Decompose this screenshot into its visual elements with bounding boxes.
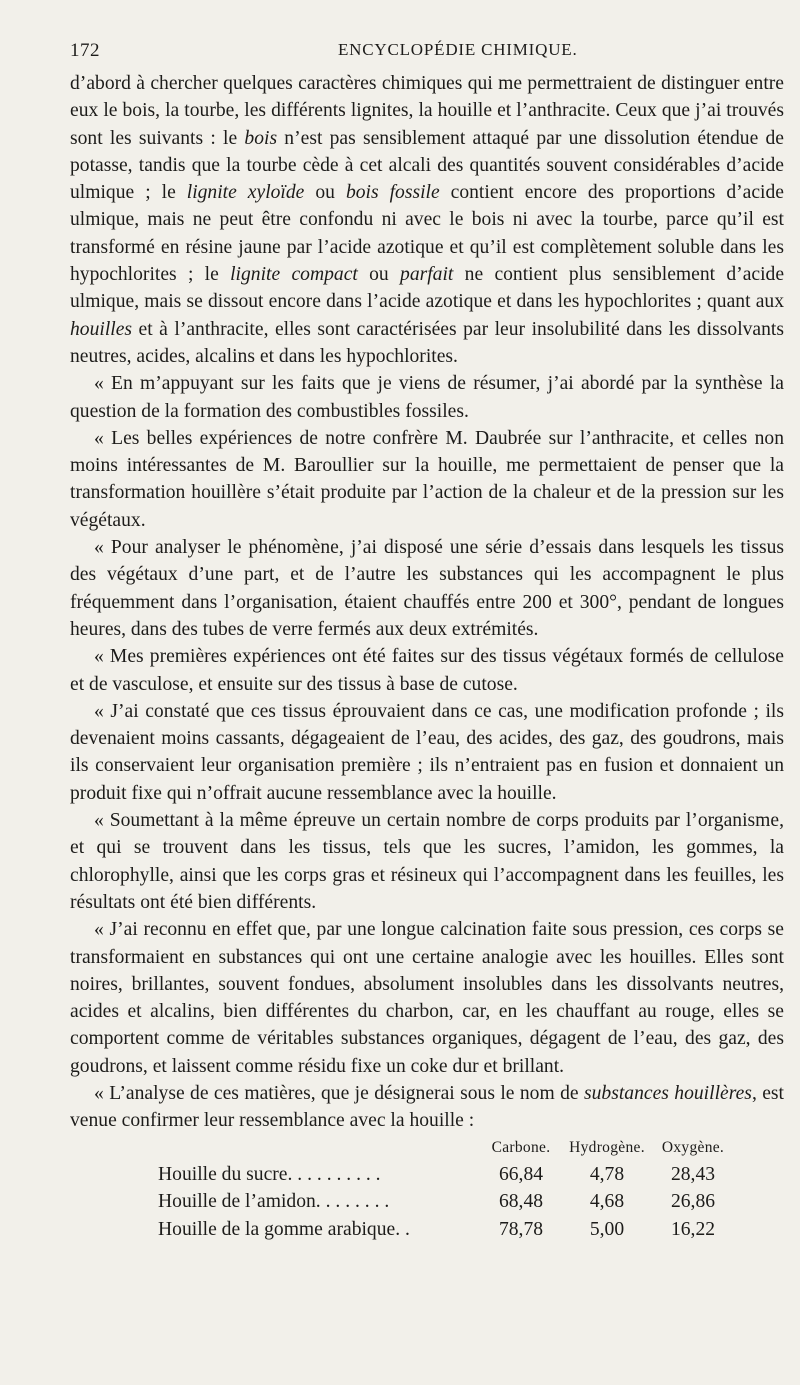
paragraph [70,1080,784,1135]
table-header-carbone: Carbone. [491,1138,551,1156]
italic-term: houilles [70,318,133,340]
italic-term: lignite compact [230,264,358,286]
cell-carbone: 78,78 [498,1218,544,1240]
text-run: , est venue confirmer leur ressemblance avec la houille : [70,1082,784,1132]
table-row [70,1161,736,1189]
table-header-row [70,1139,736,1161]
italic-term: bois fossile [345,182,440,204]
text-run: ou [357,264,401,286]
table-header-hydrogene: Hydrogène. [569,1138,645,1156]
table-row [70,1216,736,1244]
paragraph [70,643,784,698]
paragraph [70,534,784,643]
text-run: ou [304,182,346,204]
paragraph [70,807,784,916]
cell-oxygene: 28,43 [670,1163,716,1185]
cell-hydrogene: 5,00 [589,1218,625,1240]
paragraph [70,916,784,1080]
row-label: Houille du sucre. . . . . . . . . . [158,1163,381,1185]
composition-table [70,1139,736,1244]
paragraph [70,70,784,370]
text-run: « Les belles expériences de notre confrère M. Daubrée sur l’anthracite, et celles non moins intéressantes de M. Baroullier sur la houille, me permettaient de penser que la transformation houillère s’était produite par l’action de la chaleur et de la pression sur les végétaux. [70,427,784,531]
paragraph [70,425,784,534]
text-run: « L’analyse de ces matières, que je désignerai sous le nom de [94,1082,584,1104]
row-label: Houille de la gomme arabique. . [158,1218,410,1240]
text-run: « J’ai reconnu en effet que, par une longue calcination faite sous pression, ces corps se transformaient en substances qui ont une certaine analogie avec les houilles. Elles sont noires, brillantes, souvent fondues, absolument insolubles dans les dissolvants neutres, acides et alcalins, bien différentes du charbon, car, en les chauffant au rouge, elles se comportent comme de véritables substances organiques, dégagent de l’eau, des gaz, des goudrons, et laissent comme résidu fixe un coke dur et brillant. [70,919,784,1077]
page-number: 172 [70,40,100,61]
text-run: d’abord à chercher quelques caractères chimiques qui me permettraient de distinguer entre eux le bois, la tourbe, les différents lignites, la houille et l’anthracite. Ceux que j’ai trouvés sont les suivants : le [70,73,784,149]
italic-term: parfait [400,264,454,286]
running-head [70,36,784,64]
cell-carbone: 66,84 [498,1163,544,1185]
text-run: « En m’appuyant sur les faits que je viens de résumer, j’ai abordé par la synthèse la question de la formation des combustibles fossiles. [70,373,784,422]
text-run: ne contient plus sensiblement d’acide ulmique, mais se dissout encore dans l’acide azotique et dans les hypochlorites ; quant aux [70,264,785,313]
cell-hydrogene: 4,68 [589,1191,625,1213]
body-text [70,70,784,1135]
text-run: n’est pas sensiblement attaqué par une dissolution étendue de potasse, tandis que la tourbe cède à cet alcali des quantités souvent considérables d’acide ulmique ; le [70,127,784,204]
running-title: ENCYCLOPÉDIE CHIMIQUE. [338,40,578,59]
table-header-oxygene: Oxygène. [661,1138,725,1156]
italic-term: bois [244,127,278,149]
text-run: « J’ai constaté que ces tissus éprouvaient dans ce cas, une modification profonde ; ils devenaient moins cassants, dégageaient de l’eau, des acides, des gaz, des goudrons, mais ils conservaient leur organisation première ; ils n’entraient pas en fusion et donnaient un produit fixe qui n’offrait aucune ressemblance avec la houille. [70,700,784,804]
paragraph [70,370,784,425]
table-row [70,1188,736,1216]
cell-oxygene: 16,22 [670,1218,716,1240]
text-run: « Mes premières expériences ont été faites sur des tissus végétaux formés de cellulose et de vasculose, et ensuite sur des tissus à base de cutose. [70,646,784,695]
table-header-blank [70,1139,478,1161]
italic-term: lignite xyloïde [186,182,305,204]
text-run: contient encore des proportions d’acide ulmique, mais ne peut être confondu ni avec le bois ni avec la tourbe, parce qu’il est transformé en résine jaune par l’acide azotique et qu’il est complètement soluble dans les hypochlorites ; le [70,182,784,286]
text-run: « Soumettant à la même épreuve un certain nombre de corps produits par l’organisme, et qui se trouvent dans les tissus, tels que les sucres, l’amidon, les gommes, la chlorophylle, ainsi que les corps gras et résineux qui l’accompagnent dans les feuilles, les résultats ont été bien différents. [70,810,784,913]
text-run: « Pour analyser le phénomène, j’ai disposé une série d’essais dans lesquels les tissus des végétaux d’une part, et de l’autre les substances qui les accompagnent le plus fréquemment dans l’organisation, étaient chauffés entre 200 et 300°, pendant de longues heures, dans des tubes de verre fermés aux deux extrémités. [70,537,784,640]
italic-term: substances houillères [584,1082,752,1104]
row-label: Houille de l’amidon. . . . . . . . [158,1191,390,1213]
cell-hydrogene: 4,78 [589,1163,625,1185]
text-run: et à l’anthracite, elles sont caractérisées par leur insolubilité dans les dissolvants neutres, acides, alcalins et dans les hypochlorites. [70,318,784,367]
paragraph [70,698,784,807]
cell-oxygene: 26,86 [670,1191,716,1213]
cell-carbone: 68,48 [498,1191,544,1213]
